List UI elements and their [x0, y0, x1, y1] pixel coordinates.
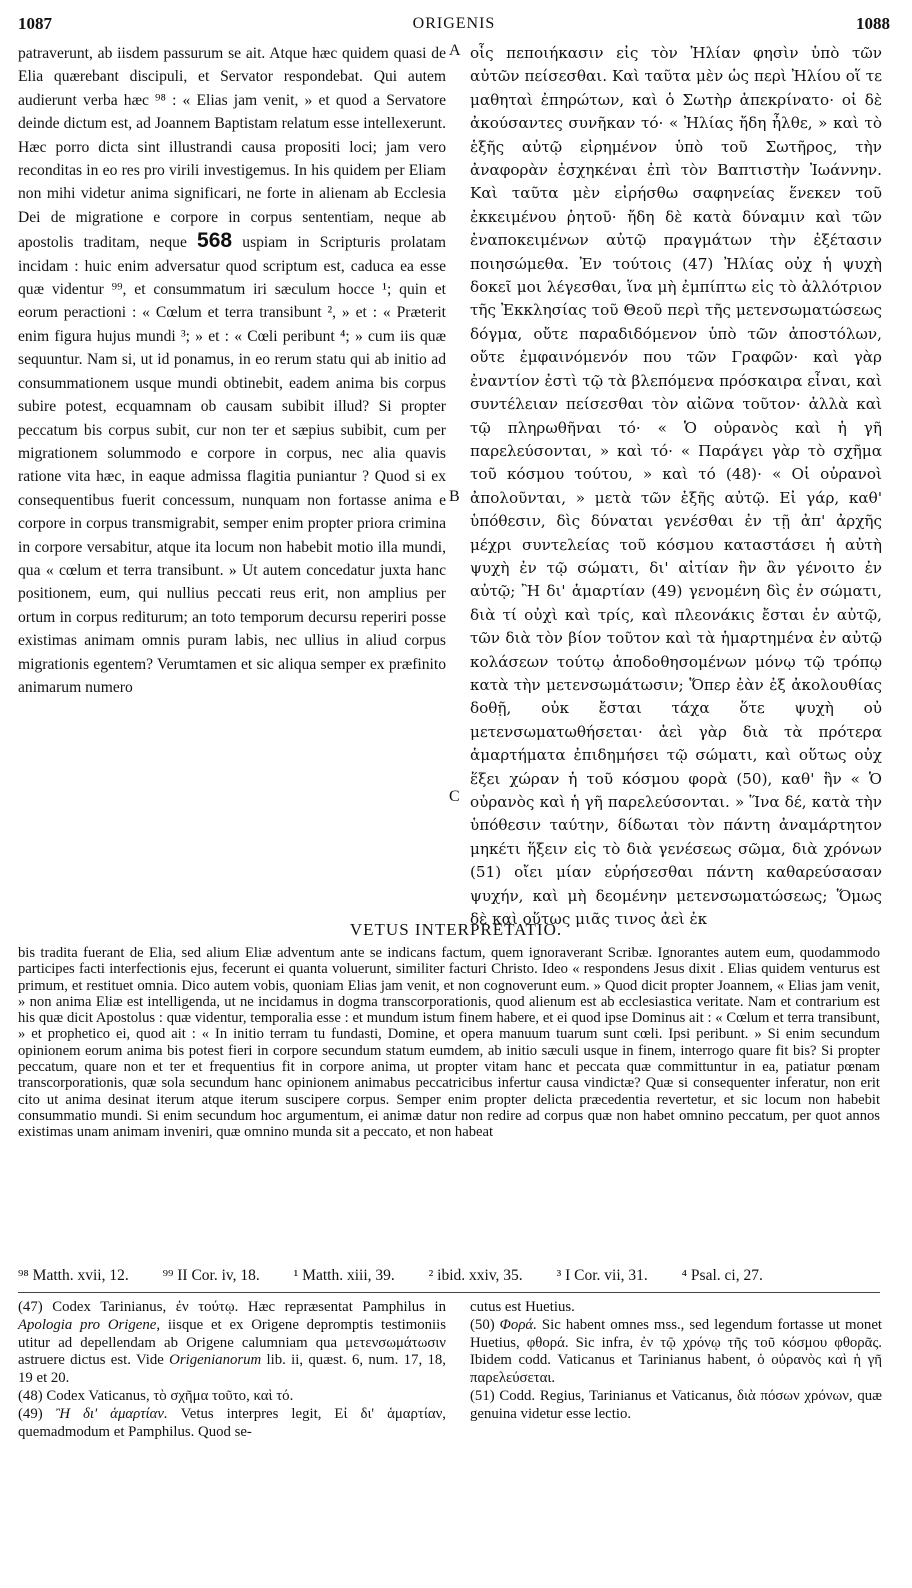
- footnote-49-continued: cutus est Huetius.: [470, 1299, 575, 1315]
- greek-text: οἷς πεποιήκασιν εἰς τὸν Ἠλίαν φησὶν ὑπὸ τῶν αὐτῶν πείσεσθαι. Καὶ ταῦτα μὲν ὡς περὶ Ἠλίου οἵ τε μαθηταὶ ἐπηρώτων, καὶ ὁ Σωτὴρ ἀπεκρίνατο· οἱ δὲ ἀκούσαντες συνῆκαν τό· « Ἠλίας ἤδη ἦλθε, » καὶ τὸ ἑξῆς αὐτῷ εἰρημένον ὑπὸ τοῦ Σωτῆρος, τὴν ἀναφορὰν ἐσχηκέναι ἐπὶ τὸν Βαπτιστὴν Ἰωάννην. Καὶ ταῦτα μὲν εἰρήσθω σαφηνείας ἕνεκεν τοῦ ἐκκειμένου ῥητοῦ· ἤδη δὲ κατὰ δύναμιν καὶ τῶν ἐναποκειμένων αὐτῷ πραγμάτων τὴν ἐξέτασιν ποιησώμεθα. Ἐν τούτοις (47) Ἠλίας οὐχ ἡ ψυχὴ δοκεῖ μοι λέγεσθαι, ἵνα μὴ ἐμπίπτω εἰς τὸ ἀλλότριον τῆς Ἐκκλησίας τοῦ Θεοῦ περὶ τῆς μετενσωματώσεως δόγμα, οὔτε παραδιδόμενον ὑπὸ τῶν ἀποστόλων, οὔτε ἐμφαινόμενόν που τῶν Γραφῶν· καὶ γὰρ ἐναντίον ἐστὶ τῷ τὰ βλεπόμενα πρόσκαιρα εἶναι, καὶ συντέλειαν πείσεσθαι τὸν αἰῶνα τοῦτον· ἀλλὰ καὶ τῷ πληρωθῆναι τό· « Ὁ οὐρανὸς καὶ ἡ γῆ παρελεύσονται, » καὶ τό· « Παράγει γὰρ τὸ σχῆμα τοῦ κόσμου τούτου, » καὶ τό (48)· « Οἱ οὐρανοὶ ἀπολοῦνται, » μετὰ τῶν ἑξῆς αὐτῷ. Εἰ γάρ, καθ' ὑπόθεσιν, δὶς δύναται γενέσθαι ἐν τῇ ἀπ' ἀρχῆς μέχρι συντελείας τοῦ κόσμου καταστάσει ἡ αὐτὴ ψυχὴ ἐν τῷ σώματι, δι' αἰτίαν ἣν ἂν γένοιτο ἐν αὐτῷ; Ἢ δι' ἁμαρτίαν (49) γενομένη δὶς ἐν σώματι, διὰ τί οὐχὶ καὶ τρίς, καὶ πλεονάκις ἔσται ἐν αὐτῷ, τῶν διὰ τὸν βίον τοῦτον καὶ τὰ ἡμαρτημένα ἐν αὐτῷ κολάσεων τούτῳ ἀποδοθησομένων μόνῳ τῷ τρόπῳ κατὰ τὴν μετενσωμάτωσιν; Ὅπερ ἐὰν ἐξ ἀκολουθίας δοθῇ, οὐκ ἔσται τάχα ὅτε ψυχὴ οὐ μετενσωματωθήσεται· ἀεὶ γὰρ διὰ τὰ πρότερα ἁμαρτήματα ἐπιδημήσει τῷ σώματι, καὶ οὕτως οὐχ ἕξει χώραν ἡ τοῦ κόσμου φορὰ (50), καθ' ἣν « Ὁ οὐρανὸς καὶ ἡ γῆ παρελεύσονται. » Ἵνα δέ, κατὰ τὴν ὑπόθεσιν ταύτην, δίδωται τὸν πάντη ἀναμάρτητον μηκέτι ἥξειν εἰς τὸ διὰ γενέσεως σῶμα, διὰ χρόνων (51) οἴει μίαν εὑρήσεσθαι πάντη καθαρεύσασαν ψυχήν, καὶ μὴ δεομένην μετενσωματώσεως; Ὅμως δὲ καὶ οὕτως μιᾶς τινος ἀεὶ ἐκ: [470, 44, 882, 929]
- running-title: ORIGENIS: [412, 15, 496, 32]
- footnote-49: (49) Ἢ δι' ἁμαρτίαν. Vetus interpres legit, Εἰ δι' ἁμαρτίαν, quemadmodum et Pamphilus. Quod se-: [18, 1405, 446, 1440]
- footnote-47: (47) Codex Tarinianus, ἐν τούτῳ. Hæc repræsentat Pamphilus in Apologia pro Origene, iisque et ex Origene depromptis testimoniis utitur ad depellendam ab Origene calumniam qua μετενσωμάτωσιν astruere dictus est. Vide Origenianorum lib. ii, quæst. 6, num. 17, 18, 19 et 20.: [18, 1299, 446, 1387]
- footnotes-right: [470, 1299, 882, 1424]
- scripture-ref: ² ibid. xxiv, 35.: [428, 1267, 523, 1284]
- footnote-48: (48) Codex Vaticanus, τὸ σχῆμα τοῦτο, καὶ τό.: [18, 1387, 294, 1404]
- footnote-51: (51) Codd. Regius, Tarinianus et Vaticanus, διὰ πόσων χρόνων, quæ genuina videtur esse lectio.: [470, 1387, 882, 1422]
- page-number-left: 1087: [18, 14, 52, 33]
- vetus-interpretatio-text: bis tradita fuerant de Elia, sed alium Eliæ adventum ante se indicans factum, quem ignoraverant Scribæ. Ignorantes autem eum, quodammodo participes facti interfectionis ejus, fecerunt ei quanta voluerunt, similiter facturi Christo. Ideo « respondens Jesus dixit . Elias quidem venturus est primum, et restituet omnia. Dico autem vobis, quoniam Elias jam venit, et non cognoverunt eum. » Quod dicit propter Joannem, « Elias jam venit, » non anima Eliæ est intelligenda, ut ne incidamus in dogma transcorporationis, quod alienum est ab ecclesiastica veritate. Nam et contrarium est his quæ dicit Apostolus : quæ videntur, temporalia esse : et mundum istum finem habere, et ei quod ipse Dominus ait : « Cœlum et terra transibunt, » et prophetico ei, quod ait : « In initio terram tu fundasti, Domine, et opera manuum tuarum sunt cœli. Ipsi peribunt. » Si enim secundum opinionem eorum anima bis potest fieri in corpore secundum statum eumdem, ab initio sæculi usque in finem, interrogo quare fit bis? Si propter peccatum, quare non et ter et frequentius fit in corpore anima, ut propter vitam hanc et peccata quæ committuntur in ea, patiatur pœnam transcorporationis, quæ sola secundum hanc opinionem animabus peccatricibus infertur causa vindictæ? Quæ si consequenter inferatur, non erit cito ut anima desinat iterum atque iterum suscipere corpus. Semper enim propter delicta præcedentia revertetur, et sic locum non habebit consummatio mundi. Si enim secundum hoc argumentum, ei animæ datur non redire ad corpus quæ non habet omnino peccatum, per quot annos existimas unam animam inveniri, quæ omnino munda sit a peccato, et non habeat: [18, 945, 880, 1141]
- footnotes-left: [18, 1299, 446, 1441]
- latin-text-part1: patraverunt, ab iisdem passurum se ait. Atque hæc quidem quasi de Elia quærebant discipuli, et Servator respondebat. Qui autem audierunt verba hæc ⁹⁸ : « Elias jam venit, » et quod a Servatore deinde dictum est, ad Joannem Baptistam relatum esse intellexerunt. Hæc porro dicta sint illustrandi causa propositi loci; jam vero reconditas in eo res pro virili investigemus. In his quidem per Eliam non mihi videtur anima significari, ne forte in alienam ab Ecclesia Dei de migratione e corpore in corpus sententiam, neque ab apostolis traditam, neque: [18, 45, 446, 252]
- margin-mark-c: C: [449, 788, 460, 805]
- scripture-references: [18, 1267, 880, 1285]
- scripture-ref: ¹ Matth. xiii, 39.: [293, 1267, 395, 1284]
- running-header: [18, 14, 890, 40]
- scripture-ref: ⁹⁸ Matth. xvii, 12.: [18, 1267, 129, 1284]
- scripture-ref: ⁹⁹ II Cor. iv, 18.: [162, 1267, 260, 1284]
- scripture-ref: ³ I Cor. vii, 31.: [556, 1267, 648, 1284]
- margin-mark-b: B: [449, 488, 460, 505]
- greek-column: [470, 42, 882, 931]
- scripture-ref: ⁴ Psal. ci, 27.: [681, 1267, 763, 1284]
- vetus-interpretatio-title: VETUS INTERPRETATIO.: [349, 920, 563, 939]
- footnote-rule: [18, 1292, 880, 1293]
- margin-marks: [447, 42, 469, 882]
- latin-text-part2: uspiam in Scripturis prolatam incidam : huic enim adversatur quod scriptum est, caduca ea esse quæ videntur ⁹⁹, et consummatum iri sæculum hocce ¹; quin et eorum peractioni : « Cœlum et terra transibunt ², » et : « Præterit enim figura hujus mundi ³; » et : « Cœli peribunt ⁴; » cum iis quæ sequuntur. Nam si, ut id ponamus, in eo rerum statu qui ab initio ad consummationem usque mundi obtinebit, eadem anima bis corpus subire potest, ecquamnam ob causam subibit illud? Si propter peccatum bis corpus subit, cur non ter et sæpius subibit, cum per migrationem solummodo e corpore in corpus, nec alia quavis ratione vita hæc, in eaque admissa flagitia puniantur ? Quod si ex consequentibus fuerit concessum, nunquam non fortasse anima e corpore in corpus transmigrabit, semper enim propter priora crimina in corpore versabitur, atque ita locum non habebit motio illa mundi, qua « cœlum et terra transibunt. » Ut autem concedatur juxta hanc positionem, eum, qui nullius peccati reus erit, non amplius per ortum in corpus rediturum; an toto temporum decursu reperiri posse existimas animam omnis puram labis, nec ullius in aliud corpus migrationis egentem? Verumtamen et sic aliqua semper ex præfinito animarum numero: [18, 234, 446, 696]
- latin-column: [18, 42, 446, 699]
- footnote-50: (50) Φορά. Sic habent omnes mss., sed legendum fortasse ut monet Huetius, φθορά. Sic infra, ἐν τῷ χρόνῳ τῆς τοῦ κόσμου φθορᾶς. Ibidem codd. Vaticanus et Tarinianus habent, ὁ οὐρανὸς καὶ ἡ γῆ παρελεύσεται.: [470, 1316, 882, 1387]
- page-number-right: 1088: [856, 14, 890, 33]
- margin-mark-a: A: [449, 42, 461, 59]
- column-number: 568: [197, 229, 233, 253]
